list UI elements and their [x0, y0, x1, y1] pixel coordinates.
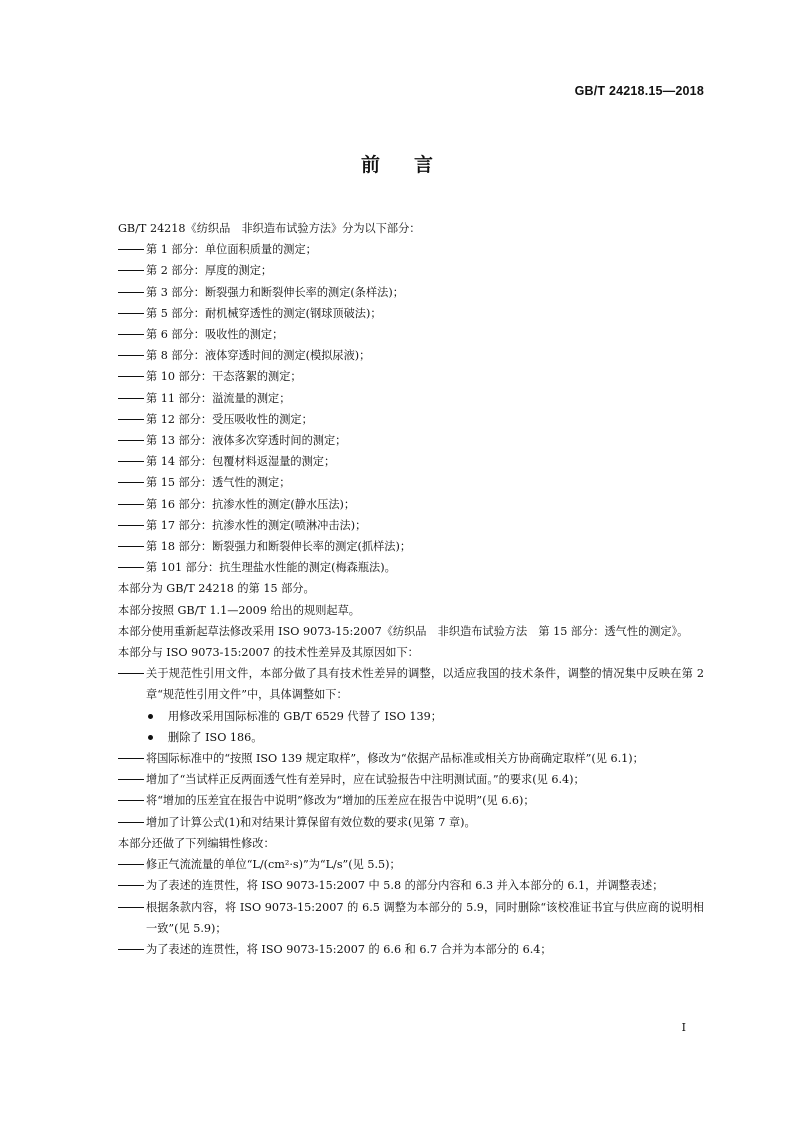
- bullet-item: 删除了 ISO 186。: [90, 727, 704, 748]
- part-item: 第 6 部分：吸收性的测定；: [90, 324, 704, 345]
- edit-change-item: 根据条款内容，将 ISO 9073-15:2007 的 6.5 调整为本部分的 5.9，同时删除“该校准证书宜与供应商的说明相一致”(见 5.9)；: [90, 897, 704, 939]
- edit-change-item: 修正气流流量的单位“L/(cm²·s)”为“L/s”(见 5.5)；: [90, 854, 704, 875]
- part-item: 第 10 部分：干态落絮的测定；: [90, 366, 704, 387]
- part-item: 第 11 部分：溢流量的测定；: [90, 388, 704, 409]
- paragraph-edit-intro: 本部分还做了下列编辑性修改：: [118, 836, 275, 850]
- bullet-item: 用修改采用国际标准的 GB/T 6529 代替了 ISO 139；: [90, 706, 704, 727]
- part-item: 第 3 部分：断裂强力和断裂伸长率的测定(条样法)；: [90, 282, 704, 303]
- tech-diff-item: 将国际标准中的“按照 ISO 139 规定取样”，修改为“依据产品标准或相关方协商确定取样”(见 6.1)；: [90, 748, 704, 769]
- part-item: 第 15 部分：透气性的测定；: [90, 472, 704, 493]
- paragraph-adoption: 本部分使用重新起草法修改采用 ISO 9073-15:2007《纺织品 非织造布试验方法 第 15 部分：透气性的测定》。: [118, 624, 689, 638]
- document-code: GB/T 24218.15—2018: [574, 84, 704, 98]
- intro-paragraph: GB/T 24218《纺织品 非织造布试验方法》分为以下部分：: [118, 222, 421, 235]
- tech-diff-item: 将“增加的压差宜在报告中说明”修改为“增加的压差应在报告中说明”(见 6.6)；: [90, 790, 704, 811]
- paragraph-drafting-rules: 本部分按照 GB/T 1.1—2009 给出的规则起草。: [118, 603, 360, 617]
- part-item: 第 101 部分：抗生理盐水性能的测定(梅森瓶法)。: [90, 557, 704, 578]
- part-item: 第 5 部分：耐机械穿透性的测定(钢球顶破法)；: [90, 303, 704, 324]
- part-item: 第 2 部分：厚度的测定；: [90, 260, 704, 281]
- paragraph-tech-diffs-intro: 本部分与 ISO 9073-15:2007 的技术性差异及其原因如下：: [118, 646, 419, 660]
- tech-diff-item: 增加了计算公式(1)和对结果计算保留有效位数的要求(见第 7 章)。: [90, 812, 704, 833]
- part-item: 第 16 部分：抗渗水性的测定(静水压法)；: [90, 494, 704, 515]
- tech-diff-item: 增加了“当试样正反两面透气性有差异时，应在试验报告中注明测试面。”的要求(见 6.4)；: [90, 769, 704, 790]
- edit-change-item: 为了表述的连贯性，将 ISO 9073-15:2007 的 6.6 和 6.7 合并为本部分的 6.4；: [90, 939, 704, 960]
- page-number: I: [681, 1021, 686, 1034]
- part-item: 第 18 部分：断裂强力和断裂伸长率的测定(抓样法)；: [90, 536, 704, 557]
- edit-change-item: 为了表述的连贯性，将 ISO 9073-15:2007 中 5.8 的部分内容和 6.3 并入本部分的 6.1，并调整表述；: [90, 875, 704, 896]
- part-item: 第 12 部分：受压吸收性的测定；: [90, 409, 704, 430]
- part-item: 第 1 部分：单位面积质量的测定；: [90, 239, 704, 260]
- part-item: 第 14 部分：包覆材料返湿量的测定；: [90, 451, 704, 472]
- part-item: 第 17 部分：抗渗水性的测定(喷淋冲击法)；: [90, 515, 704, 536]
- part-item: 第 8 部分：液体穿透时间的测定(模拟尿液)；: [90, 345, 704, 366]
- part-item: 第 13 部分：液体多次穿透时间的测定；: [90, 430, 704, 451]
- page-title: 前言: [360, 154, 467, 176]
- document-body: [90, 218, 704, 960]
- tech-diff-item: 关于规范性引用文件，本部分做了具有技术性差异的调整，以适应我国的技术条件，调整的情况集中反映在第 2 章“规范性引用文件”中，具体调整如下：: [90, 663, 704, 705]
- paragraph-part-number: 本部分为 GB/T 24218 的第 15 部分。: [118, 582, 315, 596]
